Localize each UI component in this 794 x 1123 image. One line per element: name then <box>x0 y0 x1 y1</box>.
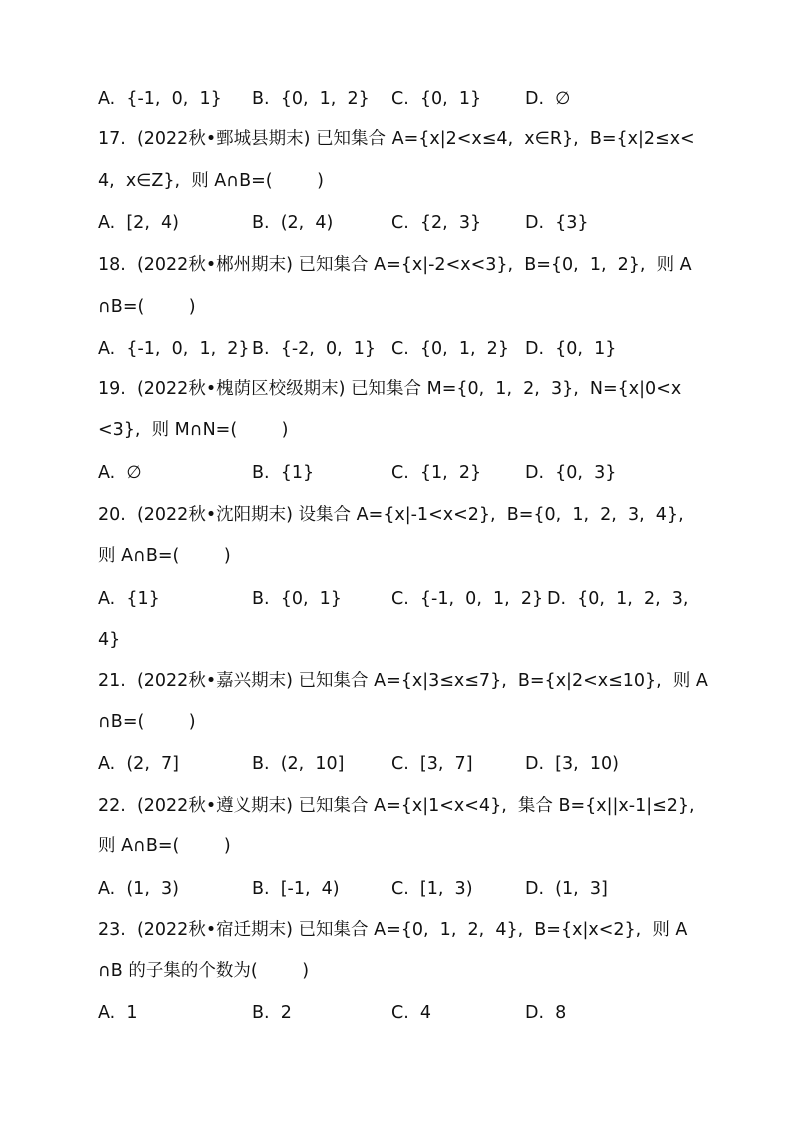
q20-option-d: D. {0, 1, 2, 3, <box>547 589 689 609</box>
q20-stem-line2: 则 A∩B=( ) <box>98 546 231 566</box>
q21-stem-line1: 21. (2022秋•嘉兴期末) 已知集合 A={x|3≤x≤7}, B={x|2<x≤10}, 则 A <box>98 671 708 691</box>
q20-option-b: B. {0, 1} <box>252 589 342 609</box>
q19-option-a: A. ∅ <box>98 463 142 483</box>
q23-option-a: A. 1 <box>98 1003 138 1023</box>
q22-option-c: C. [1, 3) <box>391 879 473 899</box>
q16-option-b: B. {0, 1, 2} <box>252 89 370 109</box>
q18-stem-line1: 18. (2022秋•郴州期末) 已知集合 A={x|-2<x<3}, B={0, 1, 2}, 则 A <box>98 255 692 275</box>
q21-option-a: A. (2, 7] <box>98 754 179 774</box>
q17-option-a: A. [2, 4) <box>98 213 179 233</box>
q22-option-a: A. (1, 3) <box>98 879 179 899</box>
q23-option-b: B. 2 <box>252 1003 292 1023</box>
q17-option-b: B. (2, 4) <box>252 213 334 233</box>
q20-option-c: C. {-1, 0, 1, 2} <box>391 589 544 609</box>
q21-option-b: B. (2, 10] <box>252 754 345 774</box>
q17-option-c: C. {2, 3} <box>391 213 482 233</box>
q23-option-d: D. 8 <box>525 1003 567 1023</box>
q23-stem-line1: 23. (2022秋•宿迁期末) 已知集合 A={0, 1, 2, 4}, B={x|x<2}, 则 A <box>98 920 688 940</box>
q19-option-c: C. {1, 2} <box>391 463 482 483</box>
q21-stem-line2: ∩B=( ) <box>98 712 196 732</box>
q18-option-a: A. {-1, 0, 1, 2} <box>98 339 250 359</box>
q18-option-c: C. {0, 1, 2} <box>391 339 509 359</box>
q17-option-d: D. {3} <box>525 213 589 233</box>
q16-option-c: C. {0, 1} <box>391 89 482 109</box>
q22-option-b: B. [-1, 4) <box>252 879 340 899</box>
q18-stem-line2: ∩B=( ) <box>98 297 196 317</box>
q19-option-b: B. {1} <box>252 463 315 483</box>
q19-stem-line2: <3}, 则 M∩N=( ) <box>98 420 289 440</box>
q23-stem-line2: ∩B 的子集的个数为( ) <box>98 961 310 981</box>
q17-stem-line1: 17. (2022秋•鄄城县期末) 已知集合 A={x|2<x≤4, x∈R}, B={x|2≤x< <box>98 129 695 149</box>
q19-option-d: D. {0, 3} <box>525 463 617 483</box>
q16-option-a: A. {-1, 0, 1} <box>98 89 222 109</box>
q19-stem-line1: 19. (2022秋•槐荫区校级期末) 已知集合 M={0, 1, 2, 3}, N={x|0<x <box>98 379 682 399</box>
q21-option-d: D. [3, 10) <box>525 754 619 774</box>
q22-stem-line2: 则 A∩B=( ) <box>98 836 231 856</box>
q18-option-d: D. {0, 1} <box>525 339 617 359</box>
q21-option-c: C. [3, 7] <box>391 754 473 774</box>
q23-option-c: C. 4 <box>391 1003 432 1023</box>
q20-stem-line1: 20. (2022秋•沈阳期末) 设集合 A={x|-1<x<2}, B={0, 1, 2, 3, 4}, <box>98 505 684 525</box>
q20-option-d-continuation: 4} <box>98 630 121 650</box>
q18-option-b: B. {-2, 0, 1} <box>252 339 377 359</box>
q22-option-d: D. (1, 3] <box>525 879 608 899</box>
q22-stem-line1: 22. (2022秋•遵义期末) 已知集合 A={x|1<x<4}, 集合 B={x||x-1|≤2}, <box>98 796 695 816</box>
q16-option-d: D. ∅ <box>525 89 571 109</box>
q20-option-a: A. {1} <box>98 589 160 609</box>
q17-stem-line2: 4, x∈Z}, 则 A∩B=( ) <box>98 171 324 191</box>
